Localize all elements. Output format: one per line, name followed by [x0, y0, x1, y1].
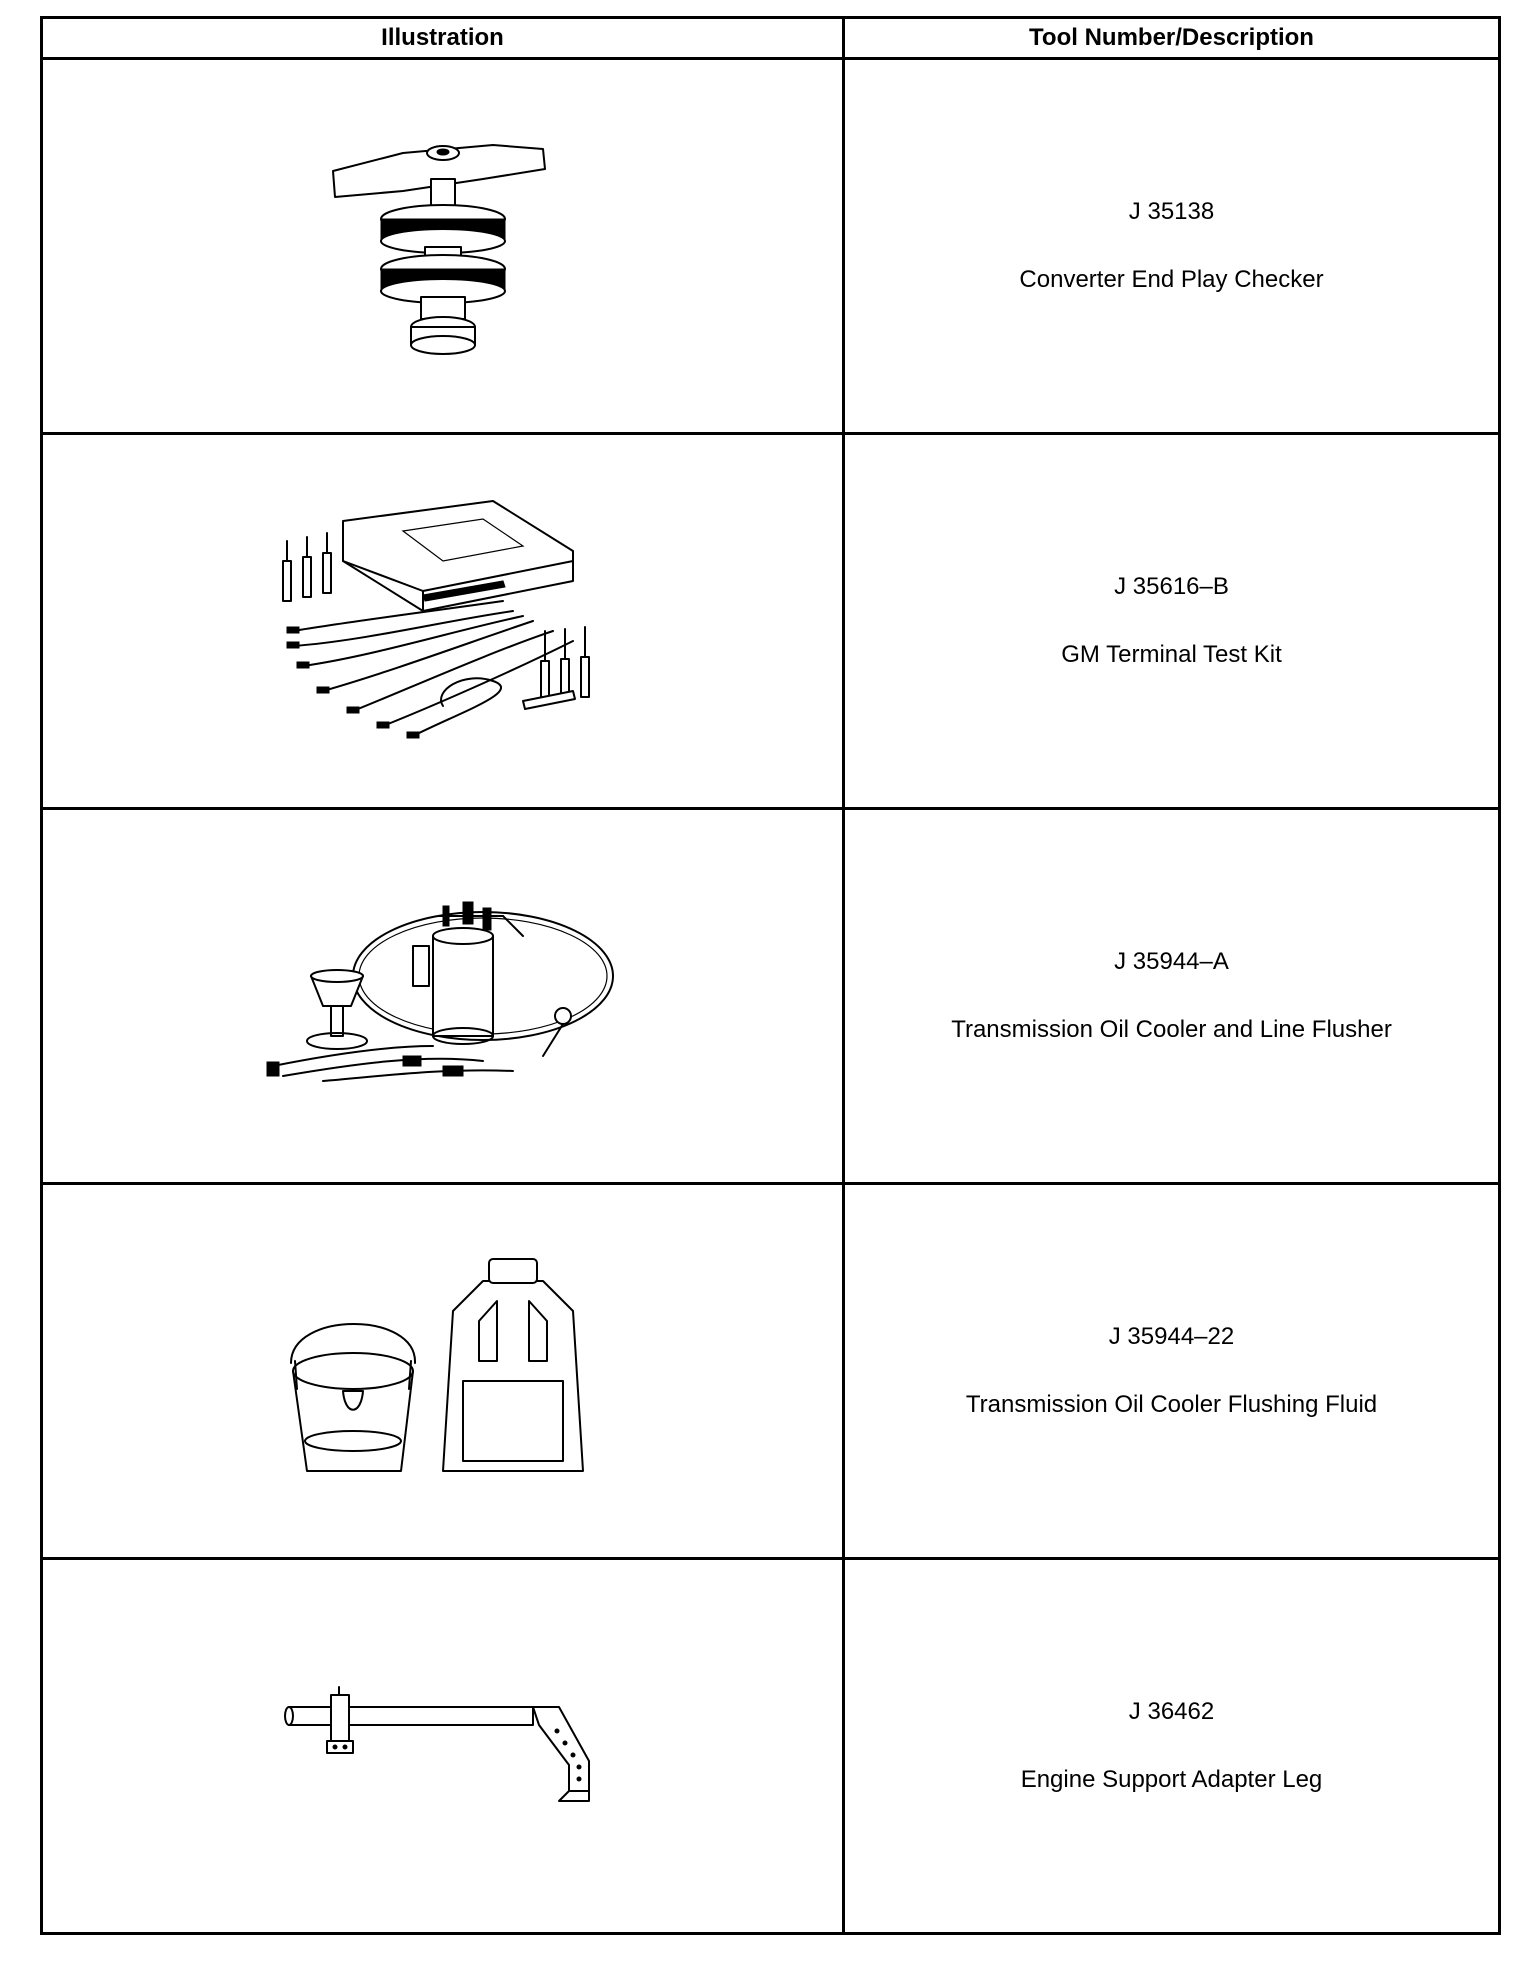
terminal-test-kit-icon — [273, 491, 613, 751]
oil-cooler-flusher-icon — [263, 896, 623, 1096]
tool-description-cell — [844, 809, 1500, 1184]
tool-number: J 35944–22 — [1108, 1323, 1235, 1350]
table-row — [42, 59, 1500, 434]
illustration-cell — [42, 1184, 844, 1559]
table-row — [42, 1559, 1500, 1934]
tool-number: J 35944–A — [1114, 948, 1229, 975]
tool-description: GM Terminal Test Kit — [1061, 641, 1282, 668]
tool-description-cell — [844, 1559, 1500, 1934]
table-header-row — [42, 18, 1500, 59]
tool-description: Transmission Oil Cooler and Line Flusher — [951, 1016, 1392, 1043]
tool-description: Transmission Oil Cooler Flushing Fluid — [965, 1391, 1378, 1418]
tool-description-cell — [844, 59, 1500, 434]
special-tools-table — [40, 16, 1501, 1935]
illustration-column-header: Illustration — [42, 18, 844, 59]
engine-support-adapter-leg-icon — [283, 1681, 603, 1811]
illustration-cell — [42, 1559, 844, 1934]
tool-number: J 36462 — [1128, 1698, 1215, 1725]
tool-description-cell — [844, 1184, 1500, 1559]
table-row — [42, 434, 1500, 809]
converter-end-play-checker-icon — [313, 131, 573, 361]
illustration-cell — [42, 809, 844, 1184]
tool-number: J 35616–B — [1114, 573, 1229, 600]
flushing-fluid-icon — [283, 1251, 603, 1491]
tool-description: Converter End Play Checker — [1019, 266, 1324, 293]
tool-description: Engine Support Adapter Leg — [1020, 1766, 1323, 1793]
tool-description-column-header: Tool Number/Description — [844, 18, 1500, 59]
table-row — [42, 809, 1500, 1184]
tool-number: J 35138 — [1128, 198, 1215, 225]
illustration-cell — [42, 434, 844, 809]
tool-description-cell — [844, 434, 1500, 809]
table-row — [42, 1184, 1500, 1559]
illustration-cell — [42, 59, 844, 434]
